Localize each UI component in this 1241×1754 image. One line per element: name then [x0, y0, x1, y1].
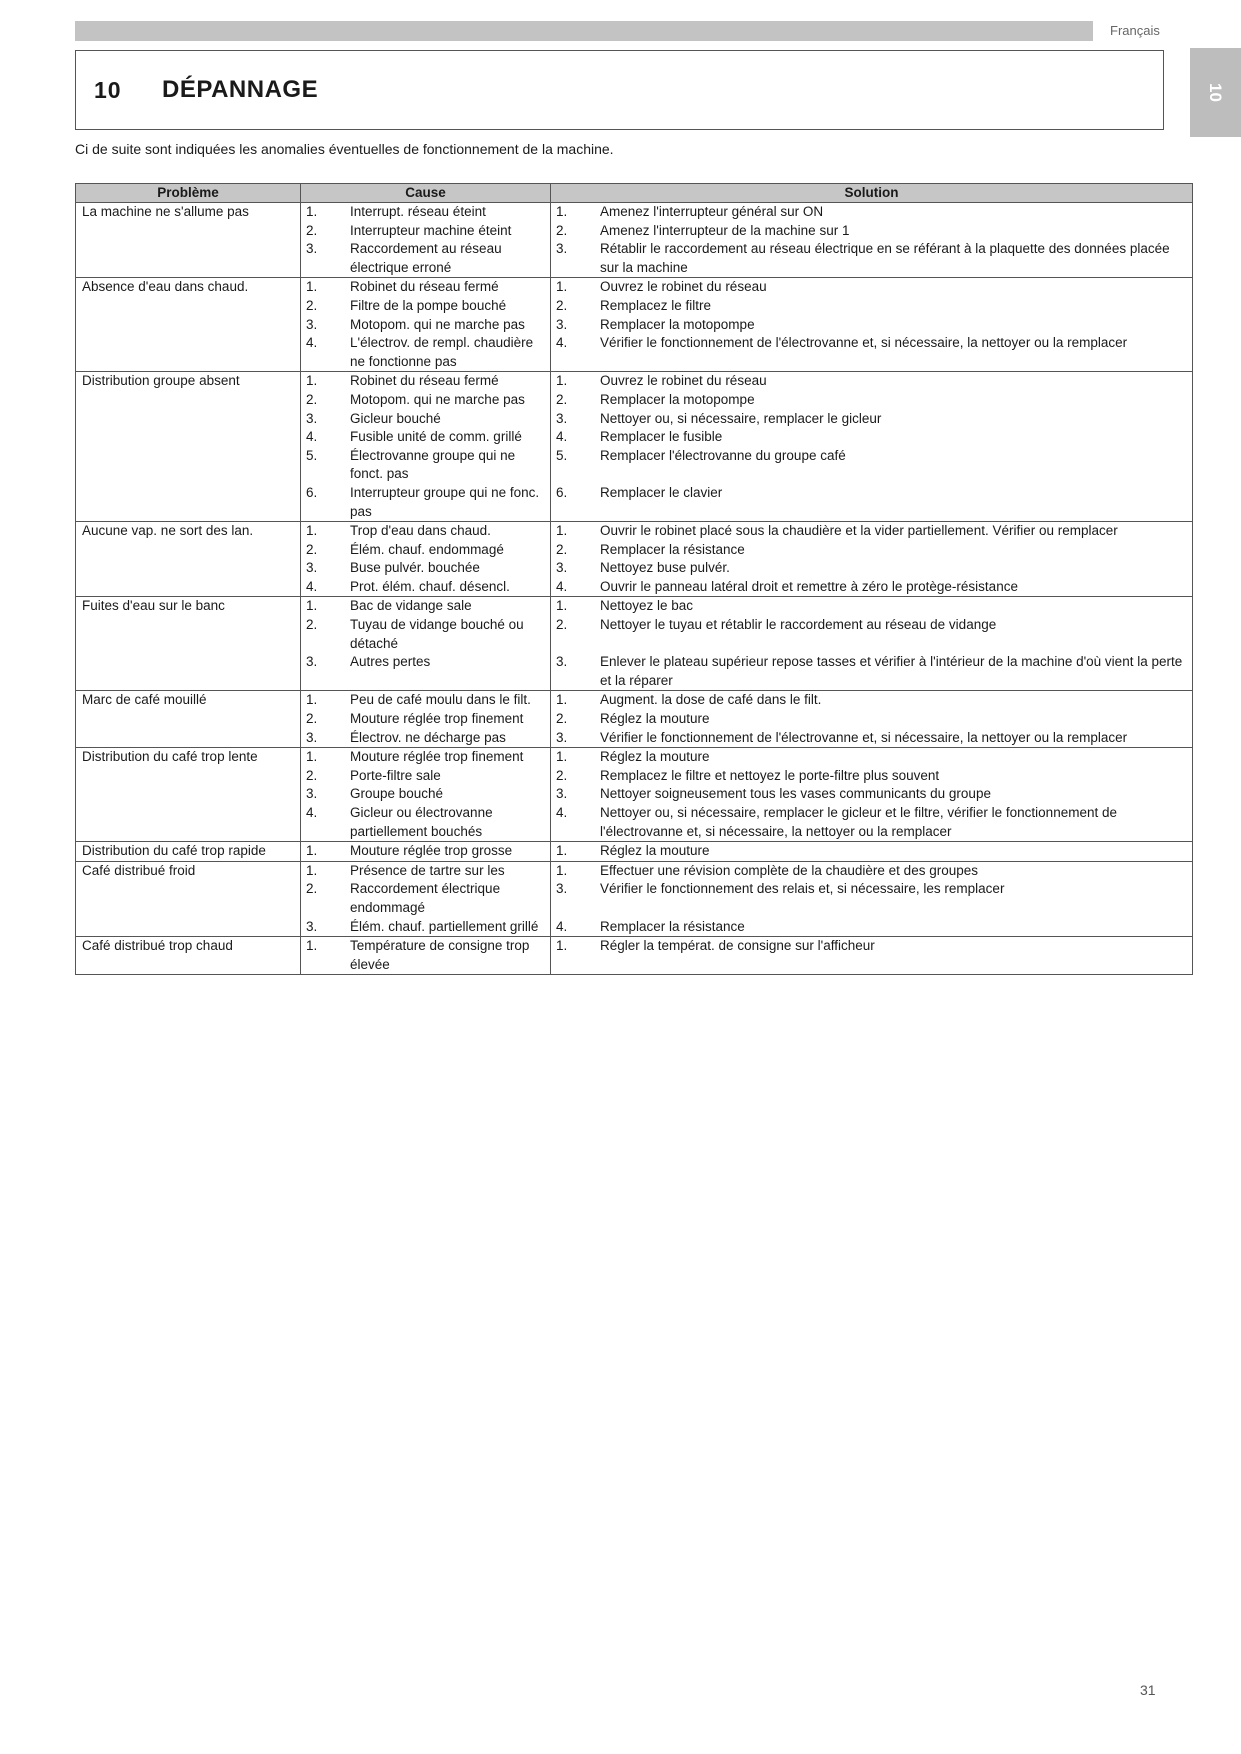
- solution-cell: Remplacer l'électrovanne du groupe café: [600, 447, 1193, 484]
- solution-cell: Remplacer la motopompe: [600, 391, 1193, 410]
- solution-cell: Nettoyer ou, si nécessaire, remplacer le gicleur et le filtre, vérifier le fonctionnement de l'électrovanne et, si nécessaire, la nettoyer ou la remplacer: [600, 804, 1193, 842]
- solution-cell: Amenez l'interrupteur de la machine sur 1: [600, 222, 1193, 241]
- cause-number-cell: 2.: [301, 222, 351, 241]
- table-row: [76, 410, 1193, 429]
- cause-cell: Élém. chauf. partiellement grillé: [350, 918, 551, 937]
- solution-cell: Remplacer le fusible: [600, 428, 1193, 447]
- problem-cell: Café distribué froid: [76, 861, 301, 880]
- table-row: [76, 240, 1193, 278]
- solution-cell: Remplacer la résistance: [600, 541, 1193, 560]
- cause-cell: Autres pertes: [350, 653, 551, 691]
- cause-cell: Présence de tartre sur les: [350, 861, 551, 880]
- cause-number-cell: 3.: [301, 410, 351, 429]
- solution-number-cell: 4.: [551, 918, 601, 937]
- table-body: [76, 203, 1193, 975]
- cause-cell: Mouture réglée trop finement: [350, 748, 551, 767]
- cause-number-cell: 4.: [301, 334, 351, 372]
- problem-cell: [76, 222, 301, 241]
- solution-number-cell: 1.: [551, 861, 601, 880]
- cause-cell: Robinet du réseau fermé: [350, 278, 551, 297]
- cause-cell: Prot. élém. chauf. désencl.: [350, 578, 551, 597]
- solution-cell: Nettoyez buse pulvér.: [600, 559, 1193, 578]
- chapter-side-tab-label: 10: [1206, 83, 1226, 102]
- table-row: [76, 710, 1193, 729]
- problem-cell: [76, 653, 301, 691]
- solution-cell: Nettoyer ou, si nécessaire, remplacer le gicleur: [600, 410, 1193, 429]
- problem-cell: Distribution groupe absent: [76, 372, 301, 391]
- problem-cell: [76, 428, 301, 447]
- cause-number-cell: 3.: [301, 240, 351, 278]
- cause-number-cell: 2.: [301, 710, 351, 729]
- solution-number-cell: 2.: [551, 391, 601, 410]
- cause-cell: Raccordement au réseau électrique erroné: [350, 240, 551, 278]
- solution-number-cell: 2.: [551, 616, 601, 653]
- table-row: [76, 785, 1193, 804]
- cause-number-cell: 1.: [301, 748, 351, 767]
- solution-cell: Ouvrir le robinet placé sous la chaudière et la vider partiellement. Vérifier ou remplacer: [600, 522, 1193, 541]
- table-row: [76, 541, 1193, 560]
- cause-cell: Groupe bouché: [350, 785, 551, 804]
- cause-cell: Mouture réglée trop grosse: [350, 842, 551, 862]
- problem-cell: Distribution du café trop lente: [76, 748, 301, 767]
- table-row: [76, 334, 1193, 372]
- cause-cell: Température de consigne trop élevée: [350, 937, 551, 975]
- problem-cell: La machine ne s'allume pas: [76, 203, 301, 222]
- table-row: [76, 297, 1193, 316]
- solution-number-cell: 1.: [551, 691, 601, 710]
- section-number: 10: [94, 77, 122, 103]
- solution-number-cell: 1.: [551, 748, 601, 767]
- problem-cell: [76, 316, 301, 335]
- problem-cell: [76, 240, 301, 278]
- table-row: [76, 522, 1193, 541]
- problem-cell: [76, 334, 301, 372]
- cause-cell: Trop d'eau dans chaud.: [350, 522, 551, 541]
- solution-cell: Vérifier le fonctionnement de l'électrovanne et, si nécessaire, la nettoyer ou la remplacer: [600, 334, 1193, 372]
- problem-cell: [76, 559, 301, 578]
- troubleshooting-table: [75, 183, 1193, 975]
- solution-number-cell: 4.: [551, 428, 601, 447]
- problem-cell: [76, 541, 301, 560]
- problem-cell: [76, 484, 301, 522]
- table-header-row: [76, 184, 1193, 203]
- problem-cell: [76, 391, 301, 410]
- cause-number-cell: 3.: [301, 559, 351, 578]
- cause-cell: Mouture réglée trop finement: [350, 710, 551, 729]
- problem-cell: [76, 767, 301, 786]
- cause-cell: Fusible unité de comm. grillé: [350, 428, 551, 447]
- table-row: [76, 880, 1193, 917]
- cause-cell: Porte-filtre sale: [350, 767, 551, 786]
- solution-cell: Enlever le plateau supérieur repose tasses et vérifier à l'intérieur de la machine d'où vient la perte et la réparer: [600, 653, 1193, 691]
- solution-number-cell: 2.: [551, 767, 601, 786]
- problem-cell: Café distribué trop chaud: [76, 937, 301, 975]
- problem-cell: [76, 447, 301, 484]
- solution-number-cell: 2.: [551, 222, 601, 241]
- header-solution: Solution: [551, 184, 1193, 203]
- cause-cell: Filtre de la pompe bouché: [350, 297, 551, 316]
- problem-cell: [76, 710, 301, 729]
- solution-number-cell: 1.: [551, 372, 601, 391]
- table-row: [76, 937, 1193, 975]
- table-row: [76, 372, 1193, 391]
- cause-cell: Tuyau de vidange bouché ou détaché: [350, 616, 551, 653]
- cause-cell: Motopom. qui ne marche pas: [350, 316, 551, 335]
- cause-number-cell: 2.: [301, 767, 351, 786]
- solution-cell: Remplacer le clavier: [600, 484, 1193, 522]
- solution-number-cell: 2.: [551, 297, 601, 316]
- table-row: [76, 804, 1193, 842]
- table-row: [76, 691, 1193, 710]
- table-row: [76, 428, 1193, 447]
- cause-number-cell: 1.: [301, 203, 351, 222]
- header-problem: Problème: [76, 184, 301, 203]
- solution-number-cell: 3.: [551, 240, 601, 278]
- table-row: [76, 316, 1193, 335]
- cause-number-cell: 3.: [301, 729, 351, 748]
- cause-number-cell: 1.: [301, 522, 351, 541]
- cause-number-cell: 1.: [301, 842, 351, 862]
- solution-number-cell: 2.: [551, 541, 601, 560]
- cause-number-cell: 2.: [301, 880, 351, 917]
- solution-number-cell: 1.: [551, 597, 601, 616]
- intro-text: Ci de suite sont indiquées les anomalies éventuelles de fonctionnement de la machine.: [75, 141, 614, 157]
- solution-cell: Nettoyer le tuyau et rétablir le raccordement au réseau de vidange: [600, 616, 1193, 653]
- table-row: [76, 653, 1193, 691]
- cause-number-cell: 3.: [301, 653, 351, 691]
- table-row: [76, 278, 1193, 297]
- solution-number-cell: 1.: [551, 203, 601, 222]
- cause-cell: Gicleur ou électrovanne partiellement bouchés: [350, 804, 551, 842]
- cause-cell: Élém. chauf. endommagé: [350, 541, 551, 560]
- section-title-box: [75, 50, 1164, 130]
- language-label: Français: [1110, 23, 1160, 38]
- solution-cell: Remplacer la résistance: [600, 918, 1193, 937]
- cause-number-cell: 2.: [301, 616, 351, 653]
- table-row: [76, 861, 1193, 880]
- solution-cell: Réglez la mouture: [600, 748, 1193, 767]
- solution-cell: Nettoyez le bac: [600, 597, 1193, 616]
- solution-cell: Remplacez le filtre et nettoyez le porte-filtre plus souvent: [600, 767, 1193, 786]
- cause-number-cell: 2.: [301, 541, 351, 560]
- problem-cell: [76, 729, 301, 748]
- cause-number-cell: 1.: [301, 691, 351, 710]
- cause-number-cell: 4.: [301, 428, 351, 447]
- problem-cell: [76, 918, 301, 937]
- solution-number-cell: 6.: [551, 484, 601, 522]
- cause-cell: Peu de café moulu dans le filt.: [350, 691, 551, 710]
- solution-cell: Effectuer une révision complète de la chaudière et des groupes: [600, 861, 1193, 880]
- table-row: [76, 729, 1193, 748]
- solution-number-cell: 4.: [551, 334, 601, 372]
- cause-cell: Raccordement électrique endommagé: [350, 880, 551, 917]
- problem-cell: [76, 410, 301, 429]
- problem-cell: [76, 785, 301, 804]
- table-row: [76, 447, 1193, 484]
- table-row: [76, 597, 1193, 616]
- solution-number-cell: 3.: [551, 559, 601, 578]
- solution-cell: Vérifier le fonctionnement de l'électrovanne et, si nécessaire, la nettoyer ou la remplacer: [600, 729, 1193, 748]
- cause-cell: Interrupteur machine éteint: [350, 222, 551, 241]
- table-row: [76, 918, 1193, 937]
- problem-cell: Aucune vap. ne sort des lan.: [76, 522, 301, 541]
- cause-number-cell: 6.: [301, 484, 351, 522]
- solution-cell: Ouvrir le panneau latéral droit et remettre à zéro le protège-résistance: [600, 578, 1193, 597]
- cause-cell: Motopom. qui ne marche pas: [350, 391, 551, 410]
- cause-number-cell: 5.: [301, 447, 351, 484]
- solution-cell: Remplacer la motopompe: [600, 316, 1193, 335]
- cause-cell: Robinet du réseau fermé: [350, 372, 551, 391]
- problem-cell: [76, 578, 301, 597]
- problem-cell: Fuites d'eau sur le banc: [76, 597, 301, 616]
- cause-cell: Électrov. ne décharge pas: [350, 729, 551, 748]
- solution-cell: Réglez la mouture: [600, 710, 1193, 729]
- cause-number-cell: 1.: [301, 278, 351, 297]
- solution-number-cell: 3.: [551, 410, 601, 429]
- solution-cell: Augment. la dose de café dans le filt.: [600, 691, 1193, 710]
- table-row: [76, 222, 1193, 241]
- solution-cell: Remplacez le filtre: [600, 297, 1193, 316]
- solution-cell: Réglez la mouture: [600, 842, 1193, 862]
- problem-cell: [76, 297, 301, 316]
- cause-cell: L'électrov. de rempl. chaudière ne fonctionne pas: [350, 334, 551, 372]
- cause-number-cell: 4.: [301, 578, 351, 597]
- chapter-side-tab: [1190, 48, 1241, 137]
- table-row: [76, 203, 1193, 222]
- solution-number-cell: 1.: [551, 937, 601, 975]
- solution-number-cell: 1.: [551, 522, 601, 541]
- solution-cell: Ouvrez le robinet du réseau: [600, 372, 1193, 391]
- table-row: [76, 767, 1193, 786]
- header-bar: [75, 21, 1093, 41]
- solution-number-cell: 4.: [551, 578, 601, 597]
- table-row: [76, 842, 1193, 862]
- header-cause: Cause: [301, 184, 551, 203]
- solution-number-cell: 3.: [551, 785, 601, 804]
- cause-cell: Gicleur bouché: [350, 410, 551, 429]
- cause-number-cell: 1.: [301, 861, 351, 880]
- cause-number-cell: 1.: [301, 937, 351, 975]
- table-row: [76, 748, 1193, 767]
- page-number: 31: [1140, 1682, 1156, 1698]
- solution-number-cell: 3.: [551, 880, 601, 917]
- solution-cell: Régler la températ. de consigne sur l'afficheur: [600, 937, 1193, 975]
- table-row: [76, 616, 1193, 653]
- cause-cell: Interrupteur groupe qui ne fonc. pas: [350, 484, 551, 522]
- cause-cell: Interrupt. réseau éteint: [350, 203, 551, 222]
- problem-cell: Marc de café mouillé: [76, 691, 301, 710]
- solution-number-cell: 3.: [551, 653, 601, 691]
- solution-cell: Rétablir le raccordement au réseau électrique en se référant à la plaquette des données placée sur la machine: [600, 240, 1193, 278]
- cause-number-cell: 3.: [301, 918, 351, 937]
- cause-cell: Buse pulvér. bouchée: [350, 559, 551, 578]
- problem-cell: Absence d'eau dans chaud.: [76, 278, 301, 297]
- cause-cell: Bac de vidange sale: [350, 597, 551, 616]
- solution-number-cell: 4.: [551, 804, 601, 842]
- problem-cell: [76, 880, 301, 917]
- solution-number-cell: 1.: [551, 278, 601, 297]
- cause-number-cell: 2.: [301, 297, 351, 316]
- solution-number-cell: 3.: [551, 729, 601, 748]
- cause-number-cell: 3.: [301, 785, 351, 804]
- solution-cell: Vérifier le fonctionnement des relais et, si nécessaire, les remplacer: [600, 880, 1193, 917]
- cause-number-cell: 1.: [301, 372, 351, 391]
- solution-cell: Nettoyer soigneusement tous les vases communicants du groupe: [600, 785, 1193, 804]
- table-row: [76, 484, 1193, 522]
- problem-cell: [76, 804, 301, 842]
- cause-cell: Électrovanne groupe qui ne fonct. pas: [350, 447, 551, 484]
- table-row: [76, 391, 1193, 410]
- problem-cell: [76, 616, 301, 653]
- problem-cell: Distribution du café trop rapide: [76, 842, 301, 862]
- section-title: DÉPANNAGE: [162, 76, 319, 103]
- table-row: [76, 578, 1193, 597]
- cause-number-cell: 4.: [301, 804, 351, 842]
- solution-number-cell: 2.: [551, 710, 601, 729]
- solution-number-cell: 3.: [551, 316, 601, 335]
- table-row: [76, 559, 1193, 578]
- cause-number-cell: 2.: [301, 391, 351, 410]
- cause-number-cell: 3.: [301, 316, 351, 335]
- solution-cell: Ouvrez le robinet du réseau: [600, 278, 1193, 297]
- cause-number-cell: 1.: [301, 597, 351, 616]
- solution-number-cell: 1.: [551, 842, 601, 862]
- solution-number-cell: 5.: [551, 447, 601, 484]
- solution-cell: Amenez l'interrupteur général sur ON: [600, 203, 1193, 222]
